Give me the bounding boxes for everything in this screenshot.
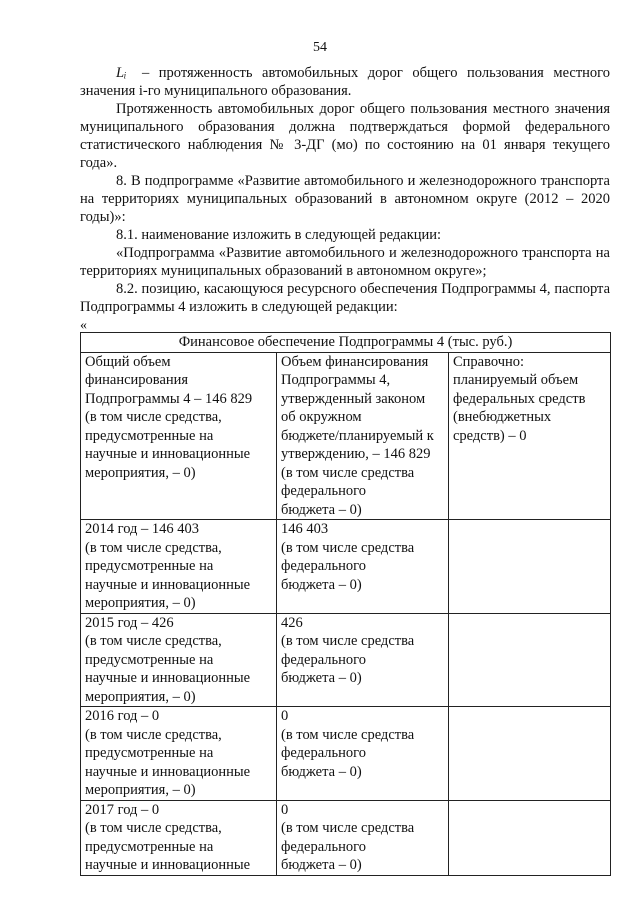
cell-text-line: 0 (281, 801, 289, 818)
page-number: 54 (313, 40, 327, 55)
table-row (81, 520, 611, 614)
table-header: Финансовое обеспечение Подпрограммы 4 (тыс. руб.) (81, 333, 611, 353)
paragraph-li-definition (80, 64, 610, 100)
cell-text-line: 0 (281, 708, 289, 724)
cell-text-line: федеральных средств (453, 390, 586, 407)
table-cell-col2 (277, 352, 449, 520)
cell-text-line: предусмотренные на (85, 651, 214, 668)
cell-text-line: мероприятия, – 0) (85, 595, 196, 611)
cell-text-line: научные и инновационные (85, 670, 251, 686)
table-cell-col3 (449, 613, 611, 707)
table-cell-col1 (81, 707, 277, 801)
cell-text-line: (в том числе средства, (85, 539, 222, 556)
cell-text-line: бюджета – 0) (281, 670, 362, 686)
cell-text-line: федерального (281, 745, 366, 761)
cell-text-line: научные и инновационные (85, 446, 251, 462)
paragraph-item-8: 8. В подпрограмме «Развитие автомобильного и железнодорожного транспорта на территориях муниципальных образований в автономном округе (2012 – 2020 годы)»: (80, 173, 610, 225)
cell-text-line: научные и инновационные (85, 857, 251, 873)
cell-text-line: (внебюджетных (453, 409, 552, 425)
paragraph-item-8-2: 8.2. позицию, касающуюся ресурсного обеспечения Подпрограммы 4, паспорта Подпрограммы 4 изложить в следующей редакции: (80, 281, 610, 315)
table-cell-col1 (81, 520, 277, 614)
body-text (80, 64, 610, 316)
table-cell-col2 (277, 613, 449, 707)
table-cell-col2 (277, 707, 449, 801)
cell-text-line: бюджета – 0) (281, 857, 362, 873)
cell-text-line: научные и инновационные (85, 576, 251, 593)
cell-text-line: финансирования (85, 372, 189, 388)
table-cell-col1 (81, 800, 277, 875)
cell-text-line: Справочно: (453, 353, 525, 370)
cell-text-line: (в том числе средства (281, 539, 415, 556)
cell-text-line: Общий объем (85, 353, 171, 370)
paragraph-length-confirmation: Протяженность автомобильных дорог общего пользования местного значения муниципального образования должна подтверждаться формой федерального статистического наблюдения № 3-ДГ (мо) по состоянию на 01 января текущего года». (80, 101, 610, 171)
table-cell-col2 (277, 520, 449, 614)
cell-text-line: научные и инновационные (85, 763, 251, 780)
cell-text-line: планируемый объем (453, 372, 579, 388)
cell-text-line: об окружном (281, 409, 362, 425)
cell-text-line: (в том числе средства (281, 633, 415, 649)
table-cell-col3 (449, 520, 611, 614)
cell-text-line: мероприятия, – 0) (85, 464, 196, 481)
cell-text-line: мероприятия, – 0) (85, 782, 196, 798)
cell-text-line: федерального (281, 483, 366, 499)
table-row (81, 800, 611, 875)
cell-text-line: 146 403 (281, 521, 329, 537)
table-cell-col3 (449, 352, 611, 520)
cell-text-line: федерального (281, 558, 366, 574)
cell-text-line: Подпрограммы 4, (281, 372, 391, 388)
cell-text-line: средств) – 0 (453, 427, 527, 444)
table-cell-col3 (449, 707, 611, 801)
cell-text-line: бюджета – 0) (281, 501, 362, 518)
cell-text-line: бюджете/планируемый к (281, 427, 434, 444)
table-cell-col2 (277, 800, 449, 875)
cell-text-line: мероприятия, – 0) (85, 688, 196, 705)
cell-text-line: бюджета – 0) (281, 576, 362, 593)
cell-text-line: предусмотренные на (85, 558, 214, 574)
cell-text-line: 2017 год – 0 (85, 801, 160, 818)
cell-text-line: предусмотренные на (85, 745, 214, 761)
cell-text-line: (в том числе средства (281, 464, 415, 481)
table-cell-col3 (449, 800, 611, 875)
opening-quote: « (80, 318, 87, 333)
table-cell-col1 (81, 352, 277, 520)
cell-text-line: утвержденный законом (281, 390, 426, 407)
paragraph-new-title: «Подпрограмма «Развитие автомобильного и железнодорожного транспорта на территориях муниципальных образований в автономном округе»; (80, 245, 610, 279)
cell-text-line: 2015 год – 426 (85, 614, 174, 631)
cell-text-line: федерального (281, 651, 366, 668)
cell-text-line: утверждению, – 146 829 (281, 446, 431, 462)
cell-text-line: 2014 год – 146 403 (85, 521, 200, 537)
cell-text-line: (в том числе средства (281, 820, 415, 836)
li-symbol: Lᵢ (116, 65, 127, 81)
cell-text-line: (в том числе средства, (85, 726, 222, 743)
cell-text-line: бюджета – 0) (281, 763, 362, 780)
table-row (81, 613, 611, 707)
table-row (81, 352, 611, 520)
cell-text-line: 2016 год – 0 (85, 708, 160, 724)
cell-text-line: (в том числе средства, (85, 820, 222, 836)
cell-text-line: федерального (281, 838, 366, 855)
cell-text-line: Подпрограммы 4 – 146 829 (85, 390, 253, 407)
cell-text-line: 426 (281, 614, 303, 631)
cell-text-line: предусмотренные на (85, 427, 214, 444)
table-header-row (81, 333, 611, 353)
table-row (81, 707, 611, 801)
table-cell-col1 (81, 613, 277, 707)
cell-text-line: предусмотренные на (85, 838, 214, 855)
cell-text-line: (в том числе средства, (85, 409, 222, 425)
financing-table (80, 332, 611, 876)
cell-text-line: (в том числе средства, (85, 633, 222, 649)
cell-text-line: Объем финансирования (281, 353, 429, 370)
cell-text-line: (в том числе средства (281, 726, 415, 743)
paragraph-item-8-1: 8.1. наименование изложить в следующей редакции: (116, 227, 442, 243)
li-definition-text: – протяженность автомобильных дорог общего пользования местного значения i-го муниципального образования. (80, 65, 610, 99)
